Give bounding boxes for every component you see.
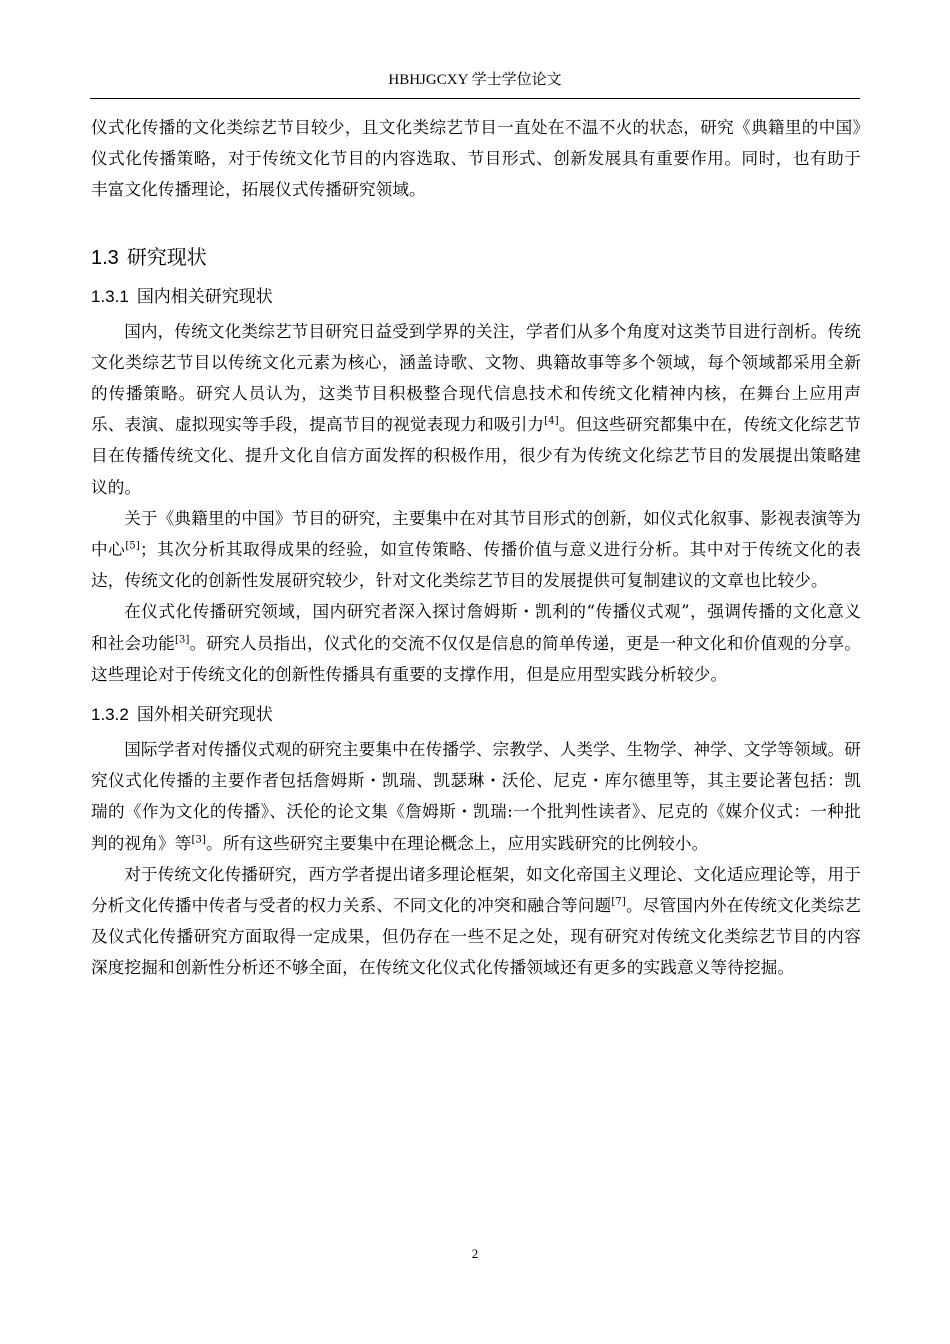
page-number: 2 — [471, 1246, 479, 1261]
domestic-paragraph-3 — [91, 596, 861, 690]
subsection-number: 1.3.1 — [91, 286, 129, 306]
domestic-paragraph-1 — [91, 316, 861, 503]
intro-paragraph: 仪式化传播的文化类综艺节目较少，且文化类综艺节目一直处在不温不火的状态，研究《典籍里的中国》仪式化传播策略，对于传统文化节目的内容选取、节目形式、创新发展具有重要作用。同时，也有助于丰富文化传播理论，拓展仪式传播研究领域。 — [91, 118, 861, 200]
foreign-paragraph-2 — [91, 859, 861, 984]
paragraph-text: 。但这些研究都集中在，传统文化综艺节目在传播传统文化、提升文化自信方面发挥的积极作用，很少有为传统文化综艺节目的发展提出策略建议的。 — [91, 415, 861, 497]
citation-ref: [3] — [191, 834, 207, 846]
section-title: 研究现状 — [126, 246, 207, 269]
paragraph-text: ；其次分析其取得成果的经验，如宣传策略、传播价值与意义进行分析。其中对于传统文化的表达，传统文化的创新性发展研究较少，针对文化类综艺节目的发展提供可复制建议的文章也比较少。 — [91, 540, 861, 591]
paragraph-text: 关于《典籍里的中国》节目的研究，主要集中在对其节目形式的创新，如仪式化叙事、影视表演等为中心 — [91, 508, 861, 560]
subsection-title: 国外相关研究现状 — [136, 705, 273, 725]
citation-ref: [3] — [174, 634, 190, 646]
section-heading — [91, 244, 861, 272]
page-body — [91, 112, 861, 984]
subsection-title: 国内相关研究现状 — [136, 286, 273, 306]
domestic-paragraph-2 — [91, 503, 861, 597]
paragraph-text: 国内，传统文化类综艺节目研究日益受到学界的关注，学者们从多个角度对这类节目进行剖析。传统文化类综艺节目以传统文化元素为核心，涵盖诗歌、文物、典籍故事等多个领域，每个领域都采用全新的传播策略。研究人员认为，这类节目积极整合现代信息技术和传统文化精神内核，在舞台上应用声乐、表演、虚拟现实等手段，提高节目的视觉表现力和吸引力 — [91, 321, 861, 435]
paragraph-text: 。尽管国内外在传统文化类综艺及仪式化传播研究方面取得一定成果，但仍存在一些不足之处，现有研究对传统文化类综艺节目的内容深度挖掘和创新性分析还不够全面，在传统文化仪式化传播领域还有更多的实践意义等待挖掘。 — [91, 896, 861, 978]
citation-ref: [4] — [544, 415, 559, 427]
citation-ref: [5] — [125, 540, 140, 552]
paragraph-text: 国际学者对传播仪式观的研究主要集中在传播学、宗教学、人类学、生物学、神学、文学等领域。研究仪式化传播的主要作者包括詹姆斯・凯瑞、凯瑟琳・沃伦、尼克・库尔德里等，其主要论著包括：凯瑞的《作为文化的传播》、沃伦的论文集《詹姆斯・凯瑞:一个批判性读者》、尼克的《媒介仪式：一种批判的视角》等 — [91, 740, 861, 853]
foreign-paragraph-1 — [91, 734, 861, 859]
paragraph-text: 。所有这些研究主要集中在理论概念上，应用实践研究的比例较小。 — [206, 833, 709, 853]
subsection-heading-domestic — [91, 284, 861, 310]
paragraph-text: 在仪式化传播研究领域，国内研究者深入探讨詹姆斯・凯利的“传播仪式观”，强调传播的文化意义和社会功能 — [91, 602, 861, 653]
paragraph-text: 。研究人员指出，仪式化的交流不仅仅是信息的简单传递，更是一种文化和价值观的分享。这些理论对于传统文化的创新性传播具有重要的支撑作用，但是应用型实践分析较少。 — [91, 633, 862, 684]
subsection-heading-foreign — [91, 702, 861, 728]
running-header: HBHJGCXY 学士学位论文 — [388, 72, 562, 88]
header-rule — [90, 98, 860, 99]
section-number: 1.3 — [91, 246, 119, 269]
citation-ref: [7] — [611, 896, 626, 908]
subsection-number: 1.3.2 — [91, 705, 129, 725]
paragraph-text: 对于传统文化传播研究，西方学者提出诸多理论框架，如文化帝国主义理论、文化适应理论等，用于分析文化传播中传者与受者的权力关系、不同文化的冲突和融合等问题 — [91, 864, 861, 916]
